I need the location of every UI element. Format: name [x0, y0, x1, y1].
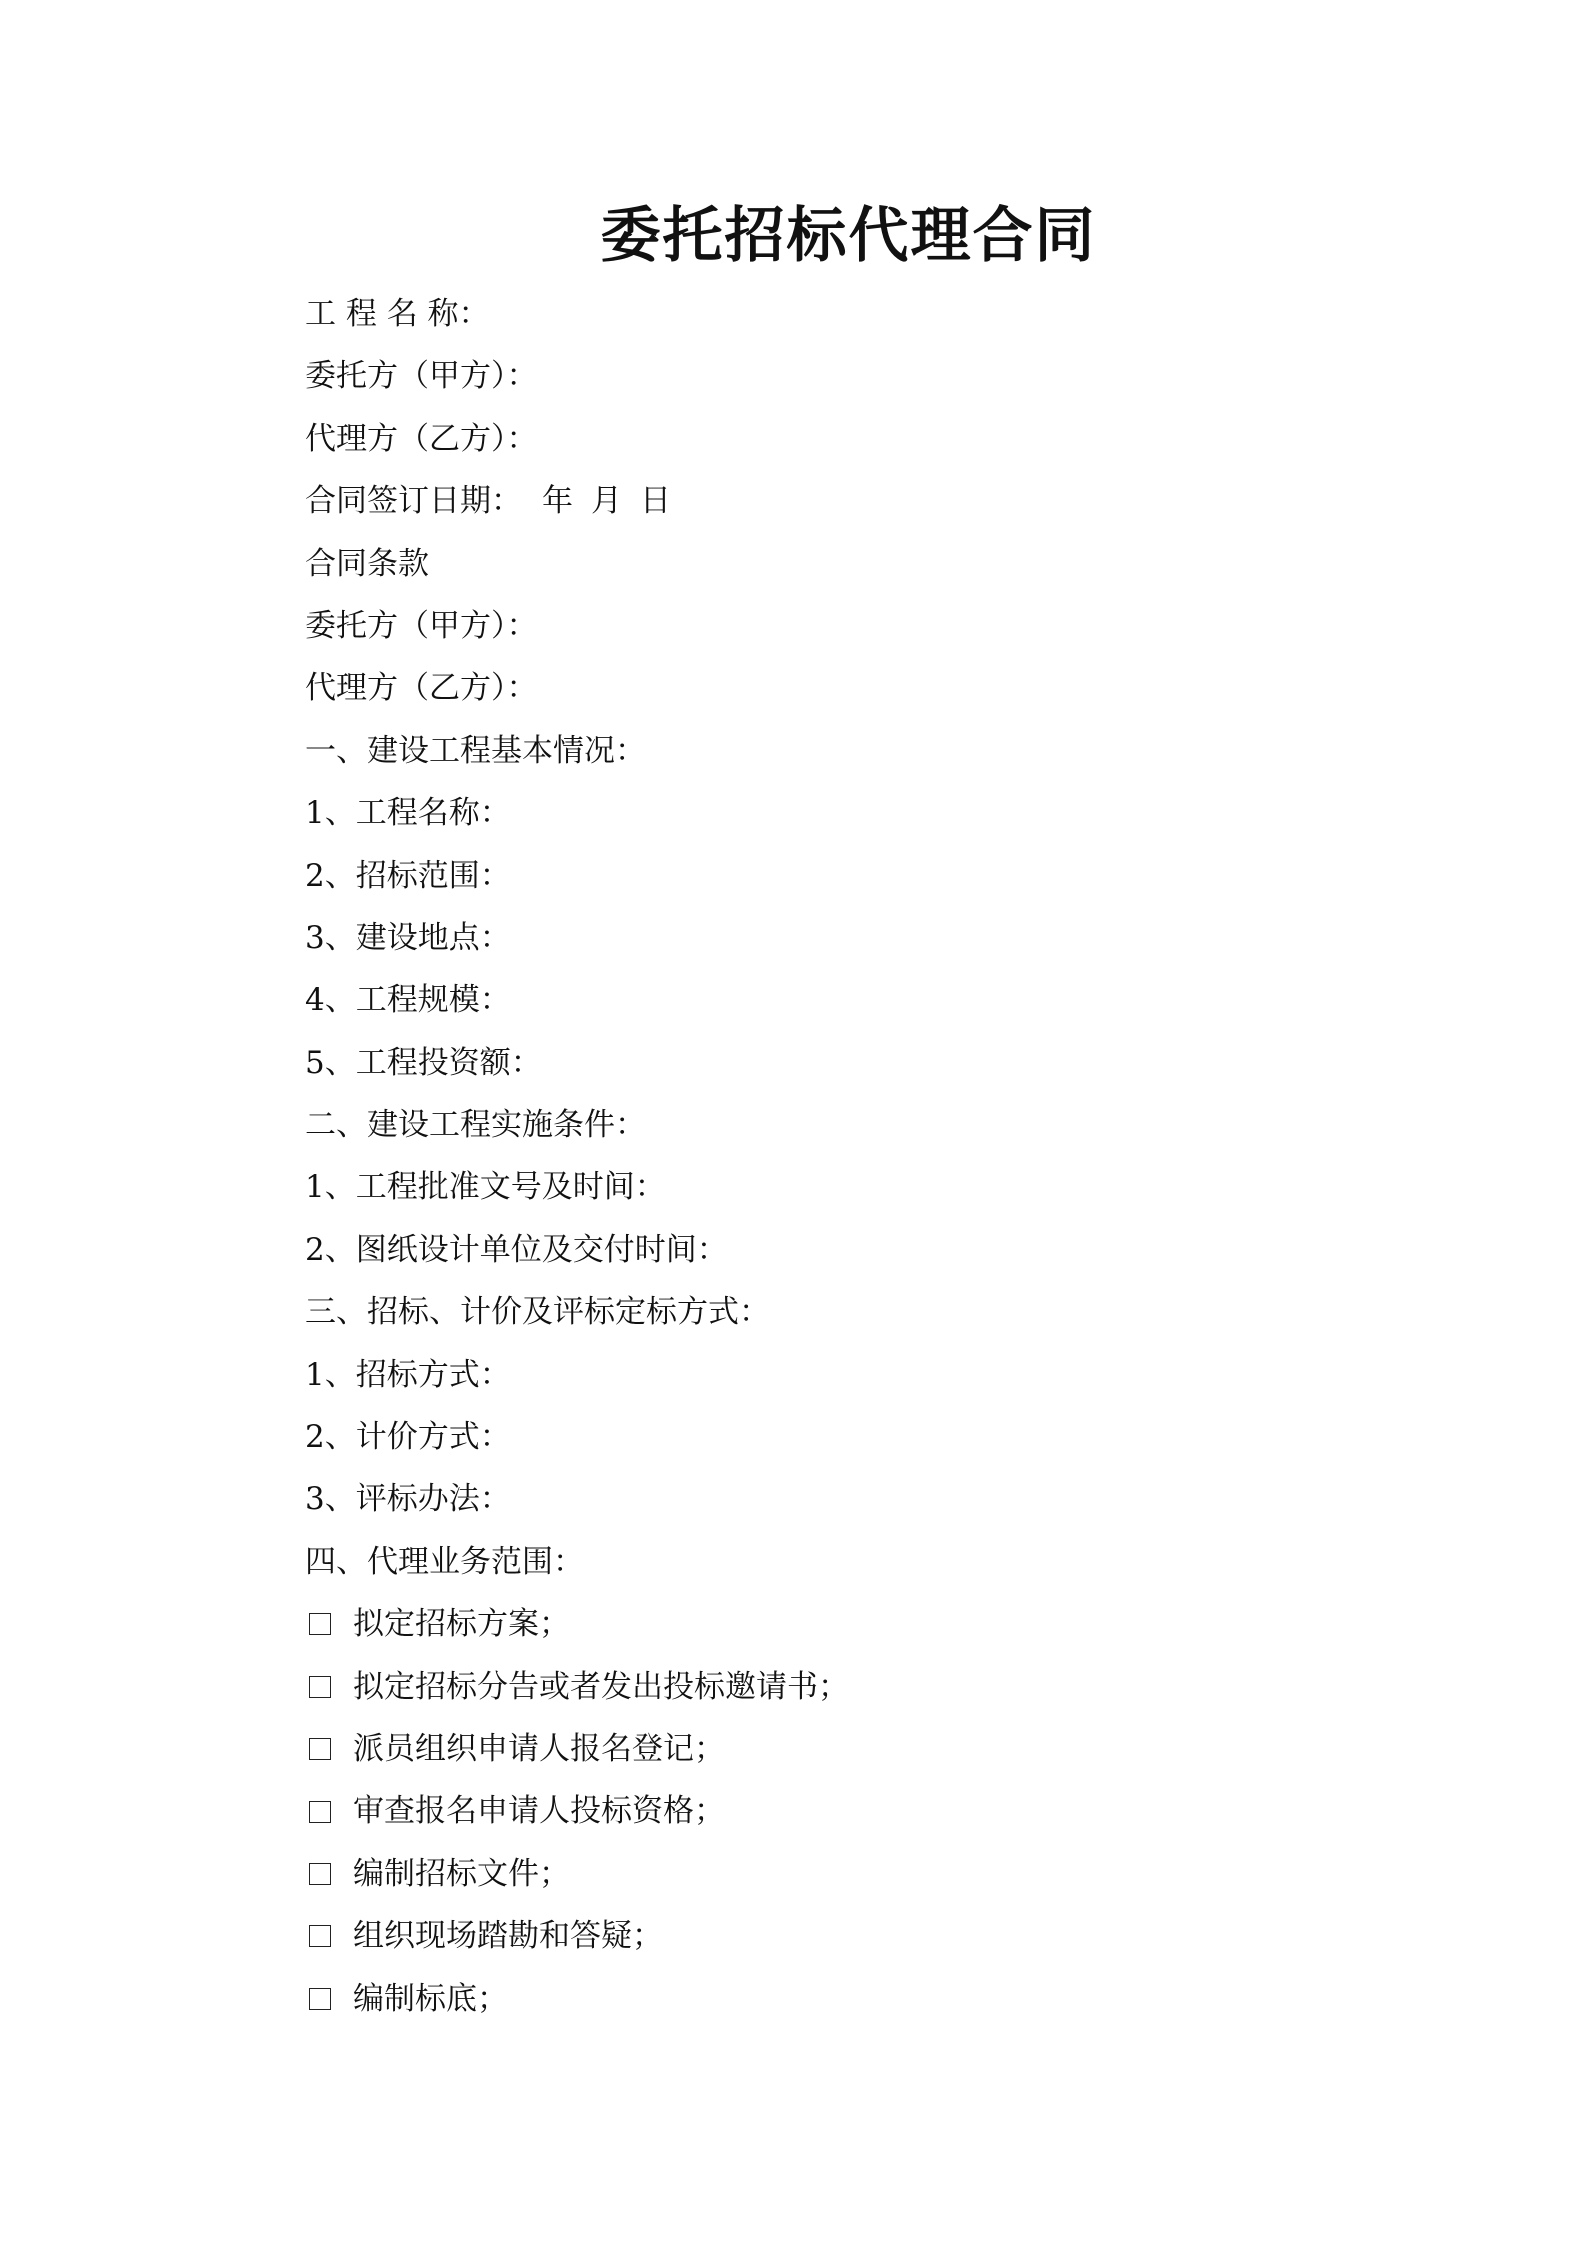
- checkbox-icon[interactable]: [309, 1676, 331, 1698]
- sign-date-label: 合同签订日期：: [305, 483, 522, 520]
- section-1-item: 5、工程投资额：: [305, 1044, 542, 1081]
- section-2-item: 1、工程批准文号及时间：: [305, 1169, 666, 1206]
- checkbox-icon[interactable]: [309, 1863, 331, 1885]
- checkbox-icon[interactable]: [309, 1738, 331, 1760]
- client-field: 委托方（甲方）：: [305, 358, 538, 395]
- section-1-heading: 一、建设工程基本情况：: [305, 732, 646, 769]
- scope-checkbox-row[interactable]: [305, 1718, 1505, 1780]
- scope-checkbox-label: 拟定招标分告或者发出投标邀请书；: [353, 1668, 849, 1705]
- sign-date-field: [305, 470, 1505, 532]
- section-2-heading: 二、建设工程实施条件：: [305, 1107, 646, 1144]
- scope-checkbox-label: 编制标底；: [353, 1980, 508, 2017]
- scope-checkbox-label: 组织现场踏勘和答疑；: [353, 1918, 663, 1955]
- checkbox-icon[interactable]: [309, 1613, 331, 1635]
- section-3-item: 2、计价方式：: [305, 1419, 511, 1456]
- section-1-item: 1、工程名称：: [305, 795, 511, 832]
- scope-checkbox-label: 编制招标文件；: [353, 1855, 570, 1892]
- contract-terms-heading: 合同条款: [305, 545, 429, 582]
- section-1-item: 4、工程规模：: [305, 982, 511, 1019]
- scope-checkbox-label: 派员组织申请人报名登记；: [353, 1730, 725, 1767]
- document-title: 委托招标代理合同: [600, 201, 1097, 271]
- scope-checkbox-row[interactable]: [305, 1905, 1505, 1967]
- section-3-item: 1、招标方式：: [305, 1356, 511, 1393]
- agent-field: 代理方（乙方）：: [305, 420, 538, 457]
- scope-checkbox-label: 审查报名申请人投标资格；: [353, 1793, 725, 1830]
- section-1-item: 3、建设地点：: [305, 919, 511, 956]
- sign-date-day: 日: [640, 483, 671, 520]
- section-1-item: 2、招标范围：: [305, 857, 511, 894]
- checkbox-icon[interactable]: [309, 1801, 331, 1823]
- checkbox-icon[interactable]: [309, 1988, 331, 2010]
- section-3-heading: 三、招标、计价及评标定标方式：: [305, 1294, 770, 1331]
- agent-field-2: 代理方（乙方）：: [305, 670, 538, 707]
- sign-date-month: 月: [591, 483, 622, 520]
- scope-checkbox-row[interactable]: [305, 1593, 1505, 1655]
- checkbox-icon[interactable]: [309, 1925, 331, 1947]
- section-2-item: 2、图纸设计单位及交付时间：: [305, 1231, 728, 1268]
- sign-date-year: 年: [542, 483, 573, 520]
- scope-checkbox-row[interactable]: [305, 1656, 1505, 1718]
- client-field-2: 委托方（甲方）：: [305, 607, 538, 644]
- scope-checkbox-row[interactable]: [305, 1968, 1505, 2030]
- section-4-heading: 四、代理业务范围：: [305, 1543, 584, 1580]
- scope-checkbox-label: 拟定招标方案；: [353, 1606, 570, 1643]
- document-body: [305, 283, 1505, 2030]
- scope-checkbox-row[interactable]: [305, 1843, 1505, 1905]
- section-3-item: 3、评标办法：: [305, 1481, 511, 1518]
- scope-checkbox-row[interactable]: [305, 1780, 1505, 1842]
- project-name-field: 工 程 名 称：: [305, 296, 490, 332]
